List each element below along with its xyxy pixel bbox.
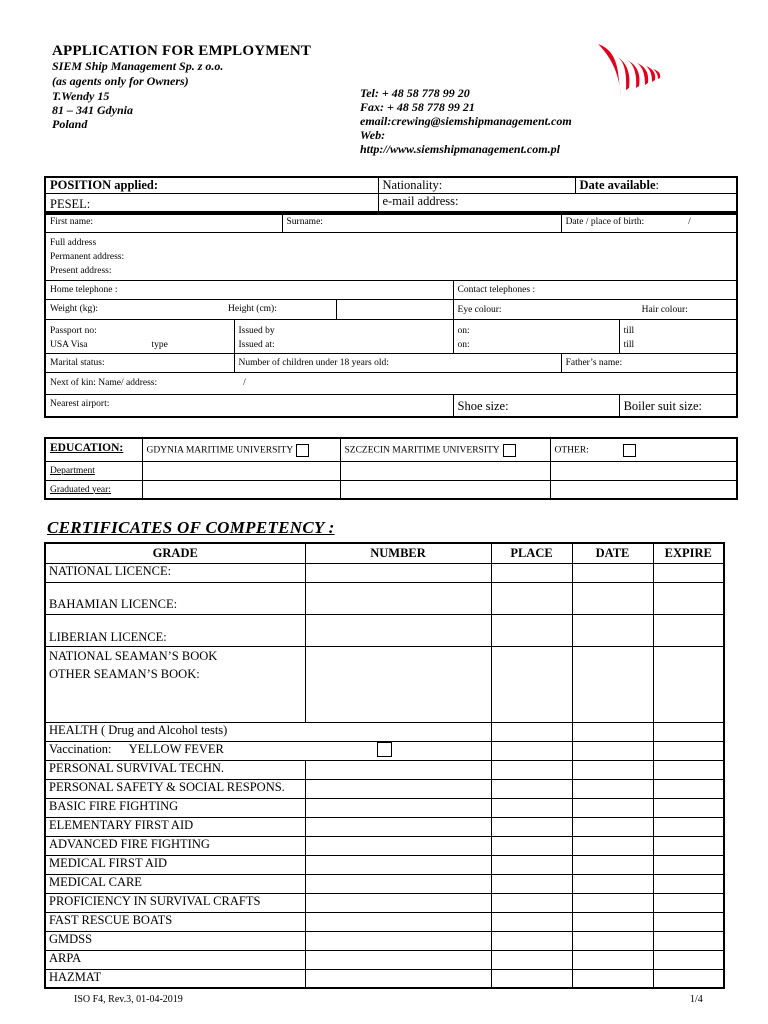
marital-status-field[interactable] <box>45 354 234 373</box>
father-name-field[interactable] <box>561 354 737 373</box>
place-cell[interactable] <box>491 722 572 741</box>
father-name-label: Father’s name: <box>565 358 623 369</box>
address-city: 81 – 341 Gdynia <box>52 103 133 117</box>
place-cell[interactable] <box>491 779 572 798</box>
number-cell[interactable] <box>305 614 491 646</box>
shoe-size-field[interactable] <box>453 395 619 417</box>
table-row <box>45 817 724 836</box>
weight-label: Weight (kg): <box>50 303 99 314</box>
place-cell[interactable] <box>491 614 572 646</box>
graduated-other-cell[interactable] <box>550 480 737 499</box>
iso-reference: ISO F4, Rev.3, 01-04-2019 <box>74 994 183 1005</box>
grade-header: GRADE <box>45 543 305 563</box>
till-label-2: till <box>623 340 635 350</box>
date-cell[interactable] <box>572 741 653 760</box>
weight-field[interactable] <box>45 299 336 319</box>
tel-line: Tel: + 48 58 778 99 20 <box>360 86 470 100</box>
date-cell[interactable] <box>572 912 653 931</box>
place-cell[interactable] <box>491 836 572 855</box>
contact-telephones-label: Contact telephones : <box>457 284 536 295</box>
children-field[interactable] <box>234 354 561 373</box>
department-gdynia-cell[interactable] <box>142 461 340 480</box>
graduated-szczecin-cell[interactable] <box>340 480 550 499</box>
home-telephone-field[interactable] <box>45 280 453 299</box>
place-cell[interactable] <box>491 874 572 893</box>
place-cell[interactable] <box>491 950 572 969</box>
dob-label: Date / place of birth: <box>565 217 645 227</box>
expire-cell[interactable] <box>653 614 724 646</box>
place-cell[interactable] <box>491 855 572 874</box>
cert-label: GMDSS <box>45 931 305 950</box>
number-cell[interactable] <box>305 779 491 798</box>
personal-table <box>44 211 738 418</box>
permanent-address-label: Permanent address: <box>50 251 125 262</box>
table-row <box>45 760 724 779</box>
next-of-kin-field[interactable] <box>45 373 737 395</box>
hair-colour-label: Hair colour: <box>641 304 688 315</box>
date-cell[interactable] <box>572 722 653 741</box>
place-cell[interactable] <box>491 760 572 779</box>
place-header: PLACE <box>491 543 572 563</box>
company-logo <box>596 42 662 98</box>
visa-type-label: type <box>151 340 168 350</box>
department-label: Department <box>45 461 142 480</box>
place-cell[interactable] <box>491 646 572 722</box>
agents-note: (as agents only for Owners) <box>52 74 189 88</box>
email-label: e-mail address: <box>382 194 459 208</box>
expire-cell[interactable] <box>653 741 724 760</box>
contact-telephones-field[interactable] <box>453 280 737 299</box>
expire-cell[interactable] <box>653 817 724 836</box>
cert-label: ELEMENTARY FIRST AID <box>45 817 305 836</box>
address-street: T.Wendy 15 <box>52 89 110 103</box>
date-cell[interactable] <box>572 760 653 779</box>
height-field[interactable] <box>336 299 453 319</box>
cert-label: MEDICAL FIRST AID <box>45 855 305 874</box>
date-available-colon: : <box>655 178 660 192</box>
cert-label: PERSONAL SAFETY & SOCIAL RESPONS. <box>45 779 305 798</box>
number-cell[interactable] <box>305 874 491 893</box>
marital-status-label: Marital status: <box>50 358 105 369</box>
place-cell[interactable] <box>491 798 572 817</box>
table-row <box>45 874 724 893</box>
table-row <box>45 779 724 798</box>
number-cell[interactable] <box>305 817 491 836</box>
pesel-label: PESEL: <box>50 197 91 211</box>
date-cell[interactable] <box>572 931 653 950</box>
position-table <box>44 176 738 215</box>
expire-cell[interactable] <box>653 836 724 855</box>
nearest-airport-field[interactable] <box>45 395 453 417</box>
web-link[interactable]: http://www.siemshipmanagement.com.pl <box>360 142 560 156</box>
position-field[interactable] <box>45 177 378 194</box>
issued-by-label: Issued by <box>238 326 275 336</box>
passport-field[interactable] <box>45 320 234 354</box>
children-label: Number of children under 18 years old: <box>238 358 389 369</box>
company-name: SIEM Ship Management Sp. z o.o. <box>52 59 224 73</box>
expire-cell[interactable] <box>653 760 724 779</box>
education-label: EDUCATION: <box>45 438 142 461</box>
eye-colour-label: Eye colour: <box>457 304 502 315</box>
issued-field[interactable] <box>234 320 453 354</box>
nearest-airport-label: Nearest airport: <box>50 399 110 410</box>
present-address-label: Present address: <box>50 265 112 276</box>
number-cell[interactable] <box>305 912 491 931</box>
szczecin-option[interactable] <box>340 438 550 461</box>
number-cell[interactable] <box>305 855 491 874</box>
number-cell[interactable] <box>305 836 491 855</box>
date-cell[interactable] <box>572 563 653 582</box>
table-row <box>45 582 724 614</box>
shoe-size-label: Shoe size: <box>457 399 509 414</box>
vaccination-label: Vaccination: <box>49 741 112 756</box>
number-cell[interactable] <box>305 646 491 722</box>
date-header: DATE <box>572 543 653 563</box>
date-cell[interactable] <box>572 798 653 817</box>
date-cell[interactable] <box>572 646 653 722</box>
cert-label: HAZMAT <box>45 969 305 988</box>
expire-cell[interactable] <box>653 779 724 798</box>
department-other-cell[interactable] <box>550 461 737 480</box>
height-label: Height (cm): <box>228 303 277 314</box>
szczecin-label: SZCZECIN MARITIME UNIVERSITY <box>344 445 500 456</box>
cert-label: PERSONAL SURVIVAL TECHN. <box>45 760 305 779</box>
expire-cell[interactable] <box>653 931 724 950</box>
cert-label: ARPA <box>45 950 305 969</box>
date-available-field[interactable] <box>575 177 737 194</box>
date-cell[interactable] <box>572 874 653 893</box>
place-cell[interactable] <box>491 817 572 836</box>
surname-label: Surname: <box>286 217 323 227</box>
health-label: HEALTH ( Drug and Alcohol tests) <box>45 722 491 741</box>
national-seaman-book-label: NATIONAL SEAMAN’S BOOK <box>49 648 218 663</box>
till-label-1: till <box>623 326 635 336</box>
gdynia-label: GDYNIA MARITIME UNIVERSITY <box>146 445 294 456</box>
education-table <box>44 437 738 500</box>
expire-header: EXPIRE <box>653 543 724 563</box>
address-country: Poland <box>52 117 88 131</box>
address-field[interactable] <box>45 232 737 280</box>
expire-cell[interactable] <box>653 893 724 912</box>
table-row <box>45 563 724 582</box>
place-cell[interactable] <box>491 741 572 760</box>
usa-visa-label: USA Visa <box>50 340 88 350</box>
place-cell[interactable] <box>491 582 572 614</box>
surname-field[interactable] <box>282 212 561 232</box>
number-cell[interactable] <box>305 969 491 988</box>
other-option[interactable] <box>550 438 737 461</box>
position-label: POSITION applied: <box>50 178 159 192</box>
number-cell[interactable] <box>305 760 491 779</box>
table-row <box>45 741 724 760</box>
table-row <box>45 893 724 912</box>
number-cell[interactable] <box>305 563 491 582</box>
first-name-label: First name: <box>50 217 94 227</box>
place-cell[interactable] <box>491 912 572 931</box>
expire-cell[interactable] <box>653 582 724 614</box>
expire-cell[interactable] <box>653 950 724 969</box>
table-row <box>45 912 724 931</box>
next-of-kin-separator: / <box>243 378 246 389</box>
on-label-1: on: <box>457 326 470 336</box>
eye-colour-field[interactable] <box>453 299 737 319</box>
other-checkbox[interactable] <box>623 444 636 457</box>
other-seaman-book-label: OTHER SEAMAN’S BOOK: <box>49 666 200 681</box>
yellow-fever-checkbox[interactable] <box>377 742 392 757</box>
nationality-field[interactable] <box>378 177 575 194</box>
liberian-licence-label: LIBERIAN LICENCE: <box>45 614 305 646</box>
table-row <box>45 798 724 817</box>
next-of-kin-label: Next of kin: Name/ address: <box>50 378 158 389</box>
page-number: 1/4 <box>690 994 703 1005</box>
dob-separator: / <box>688 217 691 227</box>
date-cell[interactable] <box>572 779 653 798</box>
expire-cell[interactable] <box>653 646 724 722</box>
gdynia-option[interactable] <box>142 438 340 461</box>
cert-label: MEDICAL CARE <box>45 874 305 893</box>
on-label-2: on: <box>457 340 470 350</box>
expire-cell[interactable] <box>653 563 724 582</box>
other-label: OTHER: <box>554 445 589 456</box>
fax-line: Fax: + 48 58 778 99 21 <box>360 100 475 114</box>
date-cell[interactable] <box>572 950 653 969</box>
expire-cell[interactable] <box>653 855 724 874</box>
graduated-gdynia-cell[interactable] <box>142 480 340 499</box>
issued-at-label: Issued at: <box>238 340 275 350</box>
vaccination-cell <box>45 741 491 760</box>
certificates-title: CERTIFICATES OF COMPETENCY : <box>47 518 335 537</box>
number-header: NUMBER <box>305 543 491 563</box>
table-row <box>45 722 724 741</box>
table-row <box>45 614 724 646</box>
number-cell[interactable] <box>305 582 491 614</box>
first-name-field[interactable] <box>45 212 282 232</box>
date-cell[interactable] <box>572 836 653 855</box>
szczecin-checkbox[interactable] <box>503 444 516 457</box>
date-cell[interactable] <box>572 855 653 874</box>
boiler-suit-label: Boiler suit size: <box>623 399 703 414</box>
national-licence-label: NATIONAL LICENCE: <box>45 563 305 582</box>
place-cell[interactable] <box>491 563 572 582</box>
certificates-table <box>44 542 725 989</box>
passport-label: Passport no: <box>50 326 97 336</box>
email-link[interactable]: email:crewing@siemshipmanagement.com <box>360 114 572 128</box>
table-row <box>45 969 724 988</box>
cert-label: FAST RESCUE BOATS <box>45 912 305 931</box>
place-cell[interactable] <box>491 969 572 988</box>
department-szczecin-cell[interactable] <box>340 461 550 480</box>
dob-field[interactable] <box>561 212 737 232</box>
gdynia-checkbox[interactable] <box>296 444 309 457</box>
table-row <box>45 950 724 969</box>
expire-cell[interactable] <box>653 912 724 931</box>
number-cell[interactable] <box>305 798 491 817</box>
date-cell[interactable] <box>572 893 653 912</box>
seaman-book-cell <box>45 646 305 722</box>
nationality-label: Nationality: <box>382 178 443 192</box>
issued-on-field[interactable] <box>453 320 619 354</box>
table-row <box>45 646 724 722</box>
cert-label: PROFICIENCY IN SURVIVAL CRAFTS <box>45 893 305 912</box>
form-title: APPLICATION FOR EMPLOYMENT <box>52 43 312 59</box>
expire-cell[interactable] <box>653 969 724 988</box>
full-address-label: Full address <box>50 237 97 248</box>
boiler-suit-field[interactable] <box>619 395 737 417</box>
number-cell[interactable] <box>305 893 491 912</box>
expire-cell[interactable] <box>653 722 724 741</box>
yellow-fever-label: YELLOW FEVER <box>128 741 224 756</box>
cert-label: BASIC FIRE FIGHTING <box>45 798 305 817</box>
date-available-label: Date available <box>579 178 656 192</box>
date-cell[interactable] <box>572 582 653 614</box>
date-cell[interactable] <box>572 614 653 646</box>
valid-till-field[interactable] <box>619 320 737 354</box>
cert-label: ADVANCED FIRE FIGHTING <box>45 836 305 855</box>
number-cell[interactable] <box>305 931 491 950</box>
table-row <box>45 855 724 874</box>
number-cell[interactable] <box>305 950 491 969</box>
table-row <box>45 931 724 950</box>
expire-cell[interactable] <box>653 874 724 893</box>
graduated-year-label: Graduated year: <box>45 480 142 499</box>
home-telephone-label: Home telephone : <box>50 284 118 295</box>
date-cell[interactable] <box>572 817 653 836</box>
bahamian-licence-label: BAHAMIAN LICENCE: <box>45 582 305 614</box>
table-row <box>45 836 724 855</box>
web-label: Web: <box>360 128 386 142</box>
date-cell[interactable] <box>572 969 653 988</box>
expire-cell[interactable] <box>653 798 724 817</box>
place-cell[interactable] <box>491 893 572 912</box>
place-cell[interactable] <box>491 931 572 950</box>
